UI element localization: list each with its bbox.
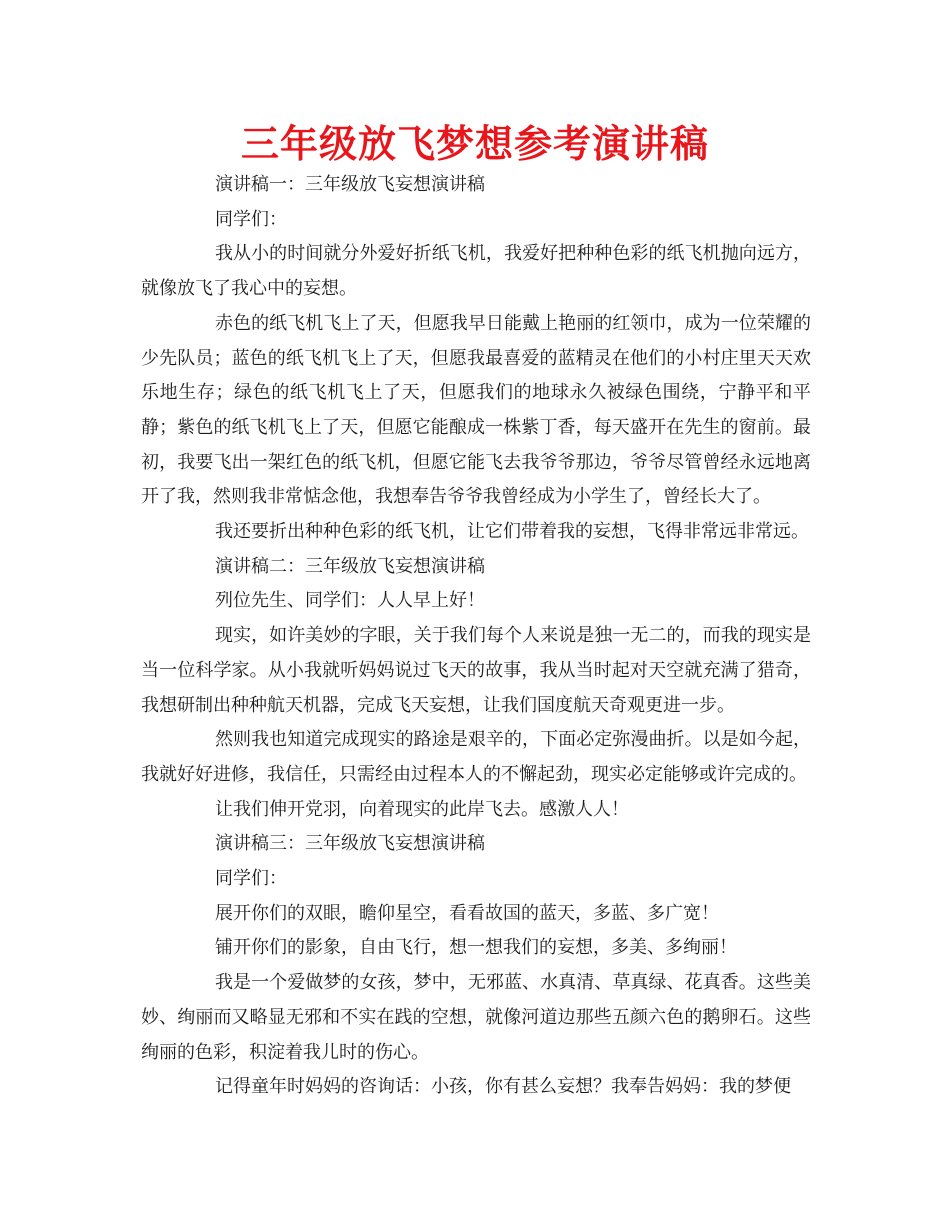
paragraph: 同学们： xyxy=(215,208,287,230)
paragraph: 我是一个爱做梦的女孩，梦中，无邪蓝、水真清、草真绿、花真香。这些美妙、绚丽而又略显无邪和不实在践的空想，就像河道边那些五颜六色的鹅卵石。这些绚丽的色彩，积淀着我儿时的伤心。 xyxy=(141,972,811,1063)
paragraph: 我还要折出种种色彩的纸飞机，让它们带着我的妄想，飞得非常远非常远。 xyxy=(215,521,809,543)
page-title: 三年级放飞梦想参考演讲稿 xyxy=(240,122,709,166)
paragraph: 列位先生、同学们：人人早上好！ xyxy=(215,590,485,612)
document-body xyxy=(141,168,811,1105)
paragraph: 让我们伸开党羽，向着现实的此岸飞去。感激人人！ xyxy=(215,798,629,820)
paragraph: 演讲稿一：三年级放飞妄想演讲稿 xyxy=(215,174,485,195)
paragraph: 演讲稿三：三年级放飞妄想演讲稿 xyxy=(215,833,485,855)
paragraph: 铺开你们的影象，自由飞行，想一想我们的妄想，多美、多绚丽！ xyxy=(215,937,737,959)
paragraph: 记得童年时妈妈的咨询话：小孩，你有甚么妄想？我奉告妈妈：我的梦便 xyxy=(215,1076,791,1098)
paragraph: 展开你们的双眼，瞻仰星空，看看故国的蓝天，多蓝、多广宽！ xyxy=(215,902,719,924)
paragraph: 我从小的时间就分外爱好折纸飞机，我爱好把种种色彩的纸飞机抛向远方，就像放飞了我心中的妄想。 xyxy=(141,243,811,300)
paragraph: 演讲稿二：三年级放飞妄想演讲稿 xyxy=(215,555,485,577)
paragraph: 然则我也知道完成现实的路途是艰辛的，下面必定弥漫曲折。以是如今起，我就好好进修，我信任，只需经由过程本人的不懈起劲，现实必定能够或许完成的。 xyxy=(141,729,811,785)
paragraph: 同学们： xyxy=(215,868,287,890)
paragraph: 现实，如许美妙的字眼，关于我们每个人来说是独一无二的，而我的现实是当一位科学家。从小我就听妈妈说过飞天的故事，我从当时起对天空就充满了猎奇，我想研制出种种航天机器，完成飞天妄想，让我们国度航天奇观更进一步。 xyxy=(141,625,811,716)
paragraph: 赤色的纸飞机飞上了天，但愿我早日能戴上艳丽的红领巾，成为一位荣耀的少先队员；蓝色的纸飞机飞上了天，但愿我最喜爱的蓝精灵在他们的小村庄里天天欢乐地生存；绿色的纸飞机飞上了天，但愿我们的地球永久被绿色围绕，宁静平和平静；紫色的纸飞机飞上了天，但愿它能酿成一株紫丁香，每天盛开在先生的窗前。最初，我要飞出一架红色的纸飞机，但愿它能飞去我爷爷那边，爷爷尽管曾经永远地离开了我，然则我非常惦念他，我想奉告爷爷我曾经成为小学生了，曾经长大了。 xyxy=(141,312,811,508)
